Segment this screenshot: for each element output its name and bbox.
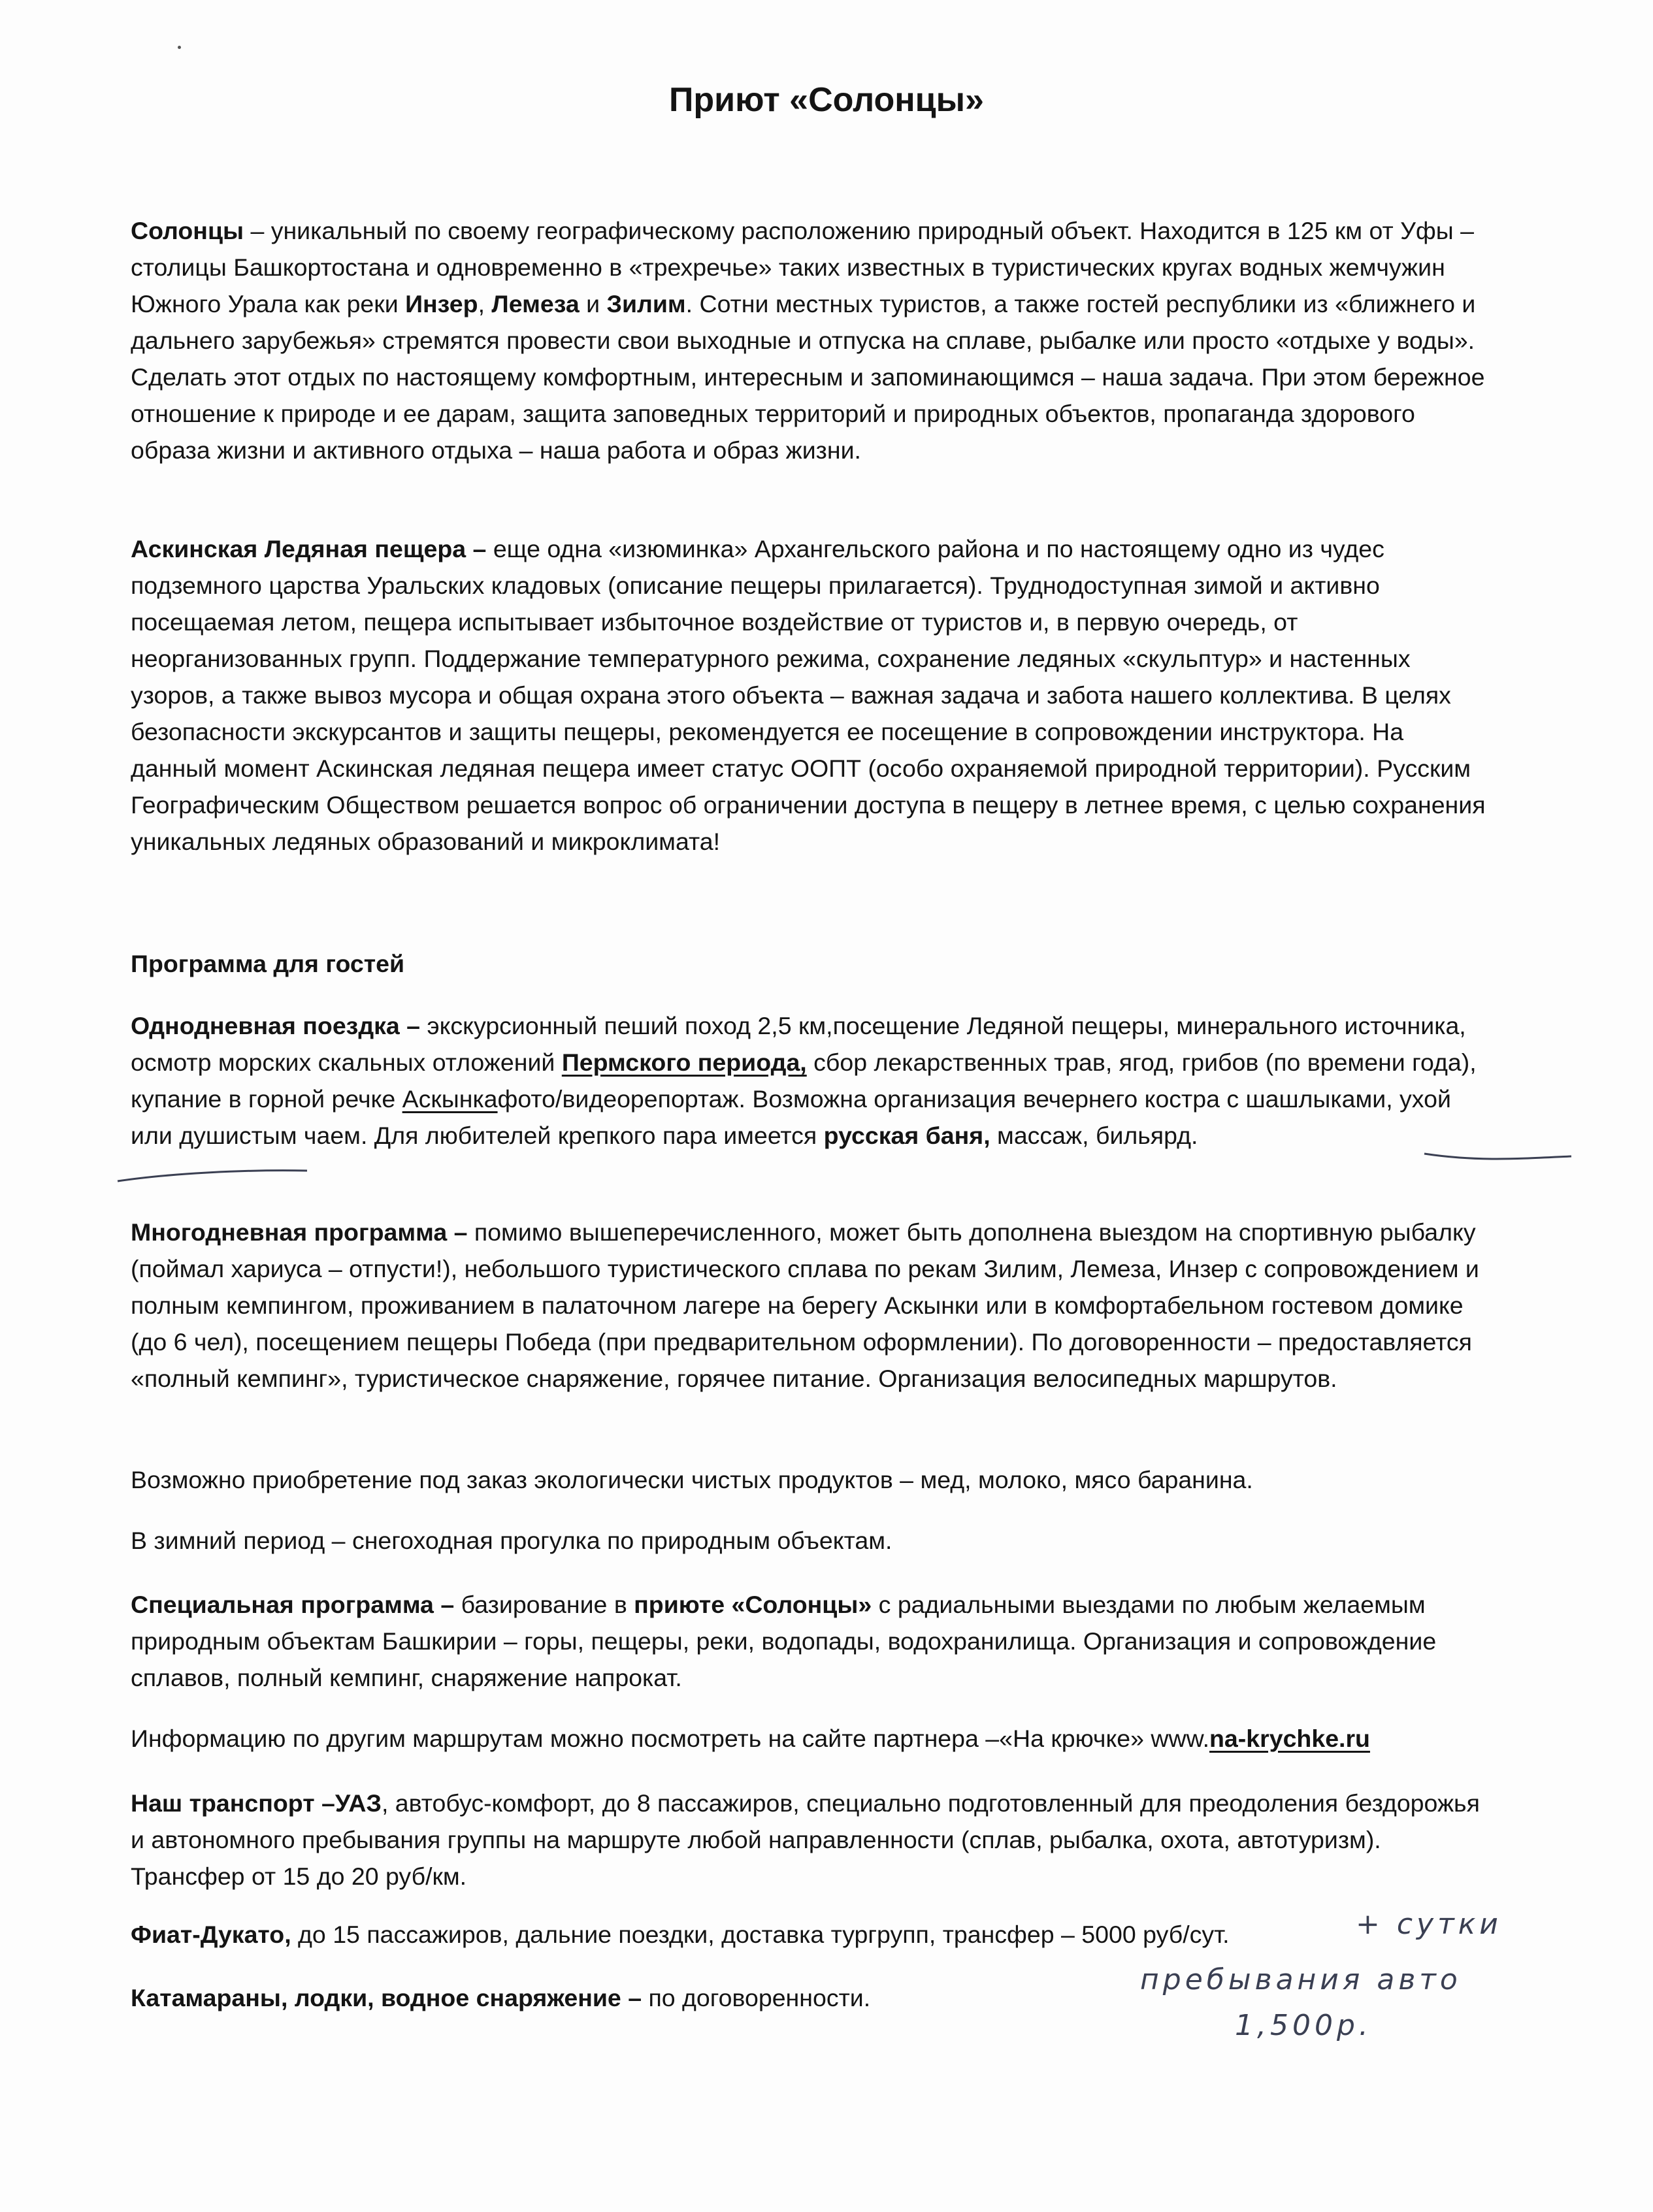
boats-text: по договоренности. bbox=[642, 1984, 871, 2011]
transport-text: , автобус-комфорт, до 8 пассажиров, специально подготовленный для преодоления бездорожья и автономного пребывания группы на маршруте любой направленности (сплав, рыбалка, охота, автотуризм). Трансфер от 15 до 20 руб/км. bbox=[131, 1789, 1480, 1890]
winter-paragraph: В зимний период – снегоходная прогулка по природным объектам. bbox=[131, 1527, 892, 1554]
intro-bold-inzer: Инзер bbox=[405, 290, 478, 317]
oneday-text-1: экскурсионный пеший поход 2,5 км,посещение Ледяной пещеры, минерального источника, осмотр морских скальных отложений bbox=[131, 1012, 1466, 1076]
intro-bold-lemeza: Лемеза bbox=[491, 290, 580, 317]
pen-stroke-massage bbox=[1424, 1154, 1571, 1159]
oneday-text-2: сбор лекарственных трав, ягод, грибов (по времени года), купание в горной речке bbox=[131, 1049, 1477, 1113]
pen-stroke-bilyard bbox=[118, 1171, 307, 1181]
intro-bold-solontsy: Солонцы bbox=[131, 217, 244, 244]
special-bold: Специальная программа – bbox=[131, 1591, 455, 1618]
intro-text-4: . Сотни местных туристов, а также гостей республики из «ближнего и дальнего зарубежья» стремятся провести свои выходные и отпуска на сплаве, рыбалке или просто «отдыхе у воды». Сделать этот отдых по настоящему комфортным, интересным и запоминающимся – наша задача. При этом бережное отношение к природе и ее дарам, защита заповедных территорий и природных объектов, пропаганда здорового образа жизни и активного отдыха – наша работа и образ жизни. bbox=[131, 290, 1485, 464]
multiday-text: помимо вышеперечисленного, может быть дополнена выездом на спортивную рыбалку (поймал хариуса – отпусти!), небольшого туристического сплава по рекам Зилим, Лемеза, Инзер с сопровождением и полным кемпингом, проживанием в палаточном лагере на берегу Аскынки или в комфортабельном гостевом домике (до 6 чел), посещением пещеры Победа (при предварительном оформлении). По договоренности – предоставляется «полный кемпинг», туристическое снаряжение, горячее питание. Организация велосипедных маршрутов. bbox=[131, 1218, 1479, 1392]
cave-bold: Аскинская Ледяная пещера – bbox=[131, 535, 487, 562]
intro-text-3: и bbox=[579, 290, 607, 317]
handwritten-note-line3: 1,500р. bbox=[1235, 2009, 1372, 2042]
askynka-link: Аскынка bbox=[402, 1085, 498, 1113]
boats-bold: Катамараны, лодки, водное снаряжение – bbox=[131, 1984, 642, 2011]
russian-banya-bold: русская баня, bbox=[823, 1122, 990, 1149]
handwritten-note-line2: пребывания авто bbox=[1140, 1963, 1462, 1996]
oneday-text-3: фото/видеорепортаж. Возможна организация вечернего костра с шашлыками, ухой или душистым чаем. Для любителей крепкого пара имеется bbox=[131, 1085, 1451, 1149]
intro-text-2: , bbox=[478, 290, 492, 317]
fiat-text: до 15 пассажиров, дальние поездки, доставка тургрупп, трансфер – 5000 руб/сут. bbox=[291, 1921, 1230, 1948]
page-title: Приют «Солонцы» bbox=[669, 81, 984, 119]
handwritten-note-line1: + сутки bbox=[1356, 1908, 1502, 1941]
oneday-text-4: массаж, бильярд. bbox=[990, 1122, 1198, 1149]
special-bold-shelter: приюте «Солонцы» bbox=[634, 1591, 872, 1618]
partner-site-link[interactable]: na-krychke.ru bbox=[1209, 1725, 1370, 1752]
multiday-bold: Многодневная программа – bbox=[131, 1218, 468, 1246]
permian-period-link: Пермского периода, bbox=[561, 1049, 807, 1076]
program-heading-text: Программа для гостей bbox=[131, 950, 405, 977]
transport-bold: Наш транспорт –УАЗ bbox=[131, 1789, 382, 1817]
special-text-2: с радиальными выездами по любым желаемым природным объектам Башкирии – горы, пещеры, реки, водопады, водохранилища. Организация и сопровождение сплавов, полный кемпинг, снаряжение напрокат. bbox=[131, 1591, 1437, 1691]
oneday-bold: Однодневная поездка – bbox=[131, 1012, 421, 1039]
intro-bold-zilim: Зилим bbox=[606, 290, 686, 317]
special-text-1: базирование в bbox=[454, 1591, 634, 1618]
intro-text-1: – уникальный по своему географическому расположению природный объект. Находится в 125 км от Уфы – столицы Башкортостана и одновременно в «трехречье» таких известных в туристических кругах водных жемчужин Южного Урала как реки bbox=[131, 217, 1474, 317]
info-text: Информацию по другим маршрутам можно посмотреть на сайте партнера –«На крючке» www. bbox=[131, 1725, 1210, 1752]
fiat-bold: Фиат-Дукато, bbox=[131, 1921, 291, 1948]
cave-text: еще одна «изюминка» Архангельского района и по настоящему одно из чудес подземного царства Уральских кладовых (описание пещеры прилагается). Труднодоступная зимой и активно посещаемая летом, пещера испытывает избыточное воздействие от туристов и, в первую очередь, от неорганизованных групп. Поддержание температурного режима, сохранение ледяных «скульптур» и настенных узоров, а также вывоз мусора и общая охрана этого объекта – важная задача и забота нашего коллектива. В целях безопасности экскурсантов и защиты пещеры, рекомендуется ее посещение в сопровождении инструктора. На данный момент Аскинская ледяная пещера имеет статус ООПТ (особо охраняемой природной территории). Русским Географическим Обществом решается вопрос об ограничении доступа в пещеру в летнее время, с целью сохранения уникальных ледяных образований и микроклимата! bbox=[131, 535, 1486, 855]
eco-paragraph: Возможно приобретение под заказ экологически чистых продуктов – мед, молоко, мясо баранина. bbox=[131, 1466, 1253, 1493]
